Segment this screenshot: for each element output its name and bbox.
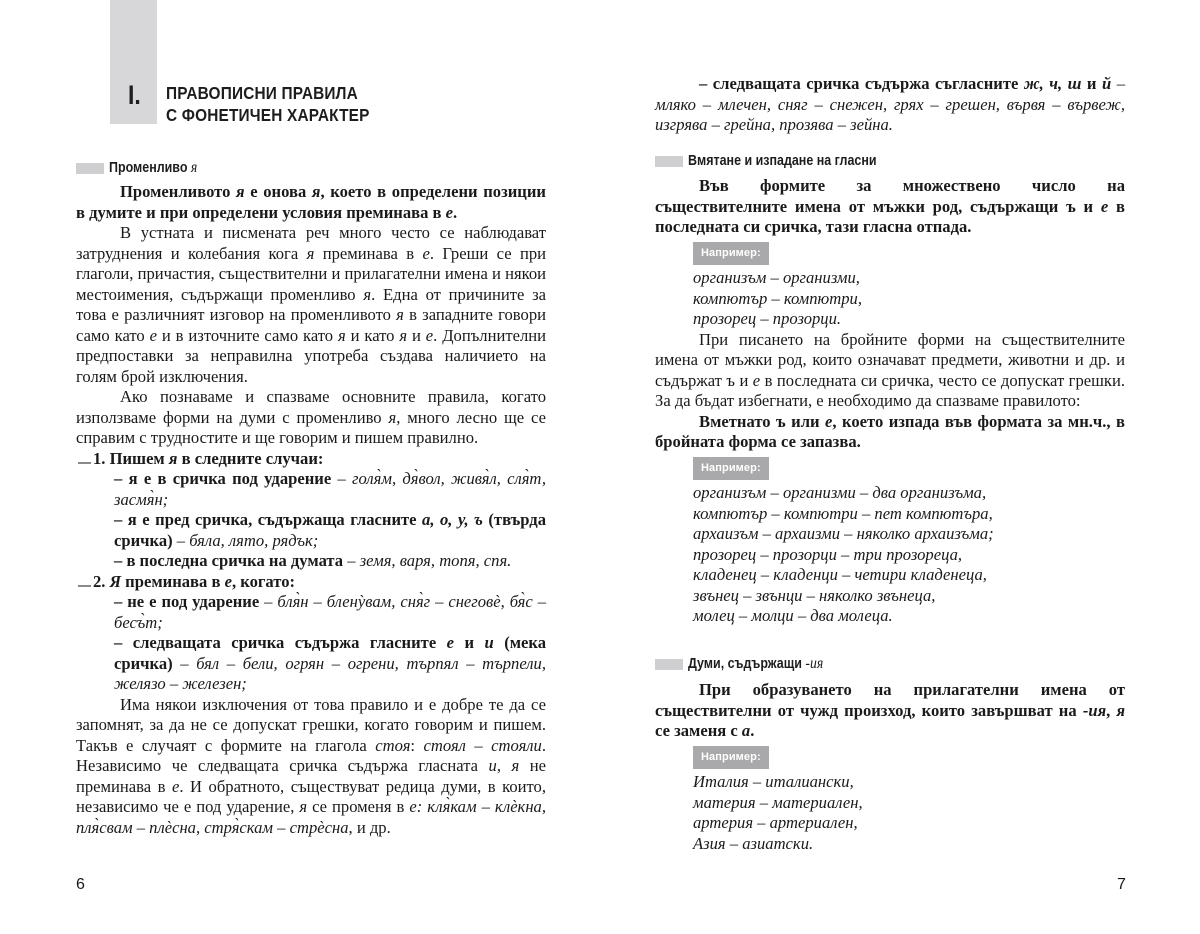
example-item: артерия – артериален, <box>693 813 858 832</box>
example-item: компютър – компютри, <box>693 288 862 308</box>
rule-statement: Променливото я е онова я, което в определени позиции в думите и при определени условия преминава в е. <box>76 182 546 222</box>
section-title: Вмятане и изпадане на гласни <box>688 153 877 169</box>
section-title: Думи, съдържащи -ия <box>688 655 824 672</box>
chapter-number: I. <box>128 80 141 110</box>
example-item: компютър – компютри – пет компютъра, <box>693 503 993 523</box>
example-item: Италия – италиански, <box>693 772 854 791</box>
item-marker-rule <box>78 585 91 587</box>
example-item: организъм – организми – два организъма, <box>693 483 987 502</box>
sub-item: – не е под ударение – бля̀н – бленỳвам, сня̀г – снеговѐ, бя̀с – бесъ̀т; <box>114 592 546 632</box>
page-number: 7 <box>1117 876 1126 893</box>
chapter-title-line2: С ФОНЕТИЧЕН ХАРАКТЕР <box>166 105 370 125</box>
chapter-title <box>166 82 370 126</box>
numbered-item-2: 2. Я преминава в е, когато: <box>76 572 546 593</box>
item-marker-rule <box>78 462 91 464</box>
example-label-badge: Например: <box>693 746 769 770</box>
paragraph: Ако познаваме и спазваме основните правила, когато използваме форми на думи с променливо я, много лесно ще се справим с трудностите и ще говорим и пишем правилно. <box>76 387 546 447</box>
example-item: Азия – азиатски. <box>693 833 814 853</box>
numbered-item-1: 1. Пишем я в следните случаи: <box>76 449 546 470</box>
example-list <box>655 772 1125 854</box>
example-item: архаизъм – архаизми – няколко архаизъма; <box>693 524 994 543</box>
example-item: прозорец – прозорци. <box>693 309 842 328</box>
sub-item: – в последна сричка на думата – земя, варя, топя, спя. <box>114 551 512 570</box>
example-list <box>655 483 1125 627</box>
rule-statement: При образуването на прилагателни имена от съществителни от чужд произход, които завършват на -ия, я се заменя с а. <box>655 680 1126 740</box>
section-marker-bar <box>76 163 104 174</box>
paragraph: В устната и писмената реч много често се наблюдават затруднения и колебания кога я преминава в е. Греши се при глаголи, причастия, съществителни и прилагателни имена и някои местоимения, съдържащи променливо я. Една от причините за това е различният изговор на променливото я в западните говори само като е и в източните само като я и като я и е. Допълнителни предпоставки за неправилна употреба създава наличието на голям брой изключения. <box>76 223 546 386</box>
sub-item: – я е пред сричка, съдържаща гласните а, о, у, ъ (твърда сричка) – бяла, лято, рядък; <box>114 510 546 550</box>
right-text-column-top <box>655 74 1125 136</box>
continued-sub-item: – следващата сричка съдържа съгласните ж, ч, ш и й – мляко – млечен, сняг – снежен, грях – грешен, вървя – вървеж, изгрява – грейна, прозява – зейна. <box>655 74 1125 134</box>
example-item: организъм – организми, <box>693 268 860 287</box>
example-label-badge: Например: <box>693 242 769 266</box>
right-text-column-bottom <box>655 680 1125 854</box>
example-label-badge: Например: <box>693 457 769 481</box>
section-title: Променливо я <box>109 159 198 176</box>
left-text-column <box>76 182 546 838</box>
section-heading-vowel-insertion <box>655 153 907 169</box>
example-item: звънец – звънци – няколко звънеца, <box>693 585 936 605</box>
section-marker-bar <box>655 156 683 167</box>
example-list <box>655 268 1125 330</box>
example-item: прозорец – прозорци – три прозореца, <box>693 544 963 564</box>
example-item: кладенец – кладенци – четири кладенеца, <box>693 565 987 584</box>
chapter-title-line1: ПРАВОПИСНИ ПРАВИЛА <box>166 83 358 103</box>
rule-statement: Вметнато ъ или е, което изпада във формата за мн.ч., в бройната форма се запазва. <box>655 411 1125 451</box>
example-item: материя – материален, <box>693 792 863 812</box>
section-heading-changeable-ya <box>76 160 212 176</box>
page-number: 6 <box>76 876 85 893</box>
sub-item: – я е в сричка под ударение – голя̀м, дя̀вол, живя̀л, сля̀т, засмя̀н; <box>114 469 546 509</box>
sub-item: – следващата сричка съдържа гласните е и и (мека сричка) – бял – бели, огрян – огрени, търпял – търпели, желязо – железен; <box>114 633 546 693</box>
section-marker-bar <box>655 659 683 670</box>
example-item: молец – молци – два молеца. <box>693 606 893 625</box>
rule-statement: Във формите за множествено число на съществителните имена от мъжки род, съдържащи ъ и е в последната си сричка, тази гласна отпада. <box>655 176 1125 236</box>
right-text-column <box>655 176 1125 627</box>
paragraph: Има някои изключения от това правило и е добре те да се запомнят, за да не се допускат грешки, когато говорим и пишем. Такъв е случаят с формите на глагола стоя: стоял – стояли. Независимо че следващата сричка съдържа гласната и, я не преминава в е. И обратното, съществуват редица думи, в които, независимо че е под ударение, я се променя в е: кля̀кам – клѐкна, пля̀свам – плѐсна, стря̀скам – стрѐсна, и др. <box>76 694 546 837</box>
paragraph: При писането на бройните форми на съществителните имена от мъжки род, които означават предмети, животни и др. и съдържат ъ и е в последната си сричка, често се допускат грешки. За да бъдат избегнати, е необходимо да спазваме правилото: <box>655 329 1125 410</box>
right-page <box>600 0 1200 934</box>
section-heading-words-with-iya <box>655 656 845 672</box>
